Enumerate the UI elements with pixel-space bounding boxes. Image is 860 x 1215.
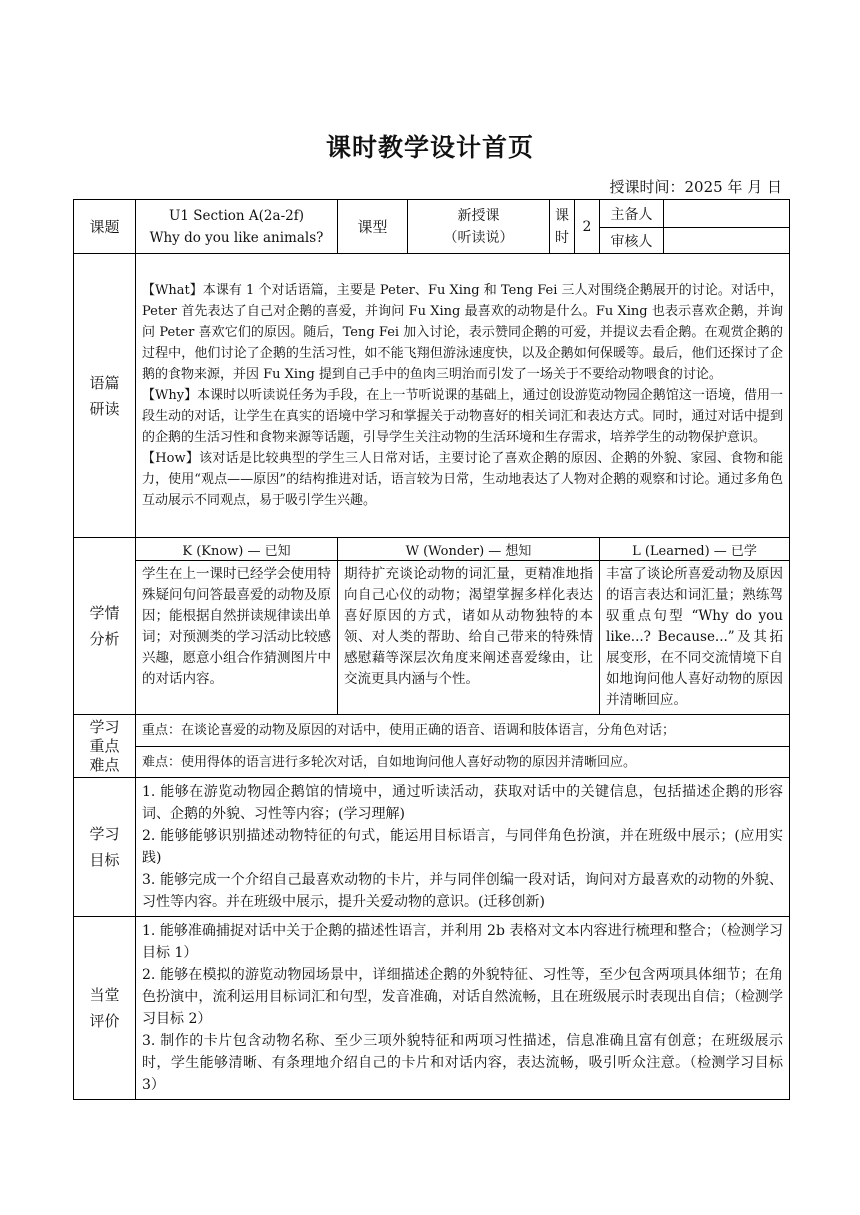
reviewer-value	[664, 228, 790, 254]
objective-item: 2. 能够能够识别描述动物特征的句式，能运用目标语言，与同伴角色扮演，并在班级中展示；(应用实践)	[142, 828, 783, 866]
evaluation-content	[136, 917, 790, 1100]
topic-line-1: U1 Section A(2a-2f)	[169, 207, 304, 224]
type-label: 课型	[338, 200, 408, 254]
topic-line-2: Why do you like animals?	[149, 229, 324, 246]
key-points-label-2: 重点	[89, 736, 120, 755]
w-content: 期待扩充谈论动物的词汇量，更精准地指向自己心仪的动物；渴望掌握多样化表达喜好原因的方式，诸如从动物独特的本领、对人类的帮助、给自己带来的特殊情感慰藉等深层次角度来阐述喜爱缘由，让交流更具内涵与个性。	[338, 561, 600, 715]
hours-label-1: 课	[555, 207, 569, 224]
evaluation-label-2: 评价	[89, 1012, 120, 1030]
w-header: W (Wonder) — 想知	[338, 538, 600, 561]
key-points-label-3: 难点	[89, 755, 120, 774]
text-study-label	[74, 254, 136, 538]
key-points-label	[74, 715, 136, 778]
difficult-point-text: 难点：使用得体的语言进行多轮次对话，自如地询问他人喜好动物的原因并清晰回应。	[136, 747, 790, 778]
evaluation-label-1: 当堂	[89, 986, 120, 1004]
type-line-1: 新授课	[457, 207, 500, 224]
k-content: 学生在上一课时已经学会使用特殊疑问句问答最喜爱的动物及原因；能根据自然拼读规律读出单词；对预测类的学习活动比较感兴趣，愿意小组合作猜测图片中的对话内容。	[136, 561, 338, 715]
hours-label	[550, 200, 575, 254]
learner-analysis-label	[74, 538, 136, 715]
learner-analysis-label-1: 学情	[89, 604, 120, 622]
topic-label: 课题	[74, 200, 136, 254]
objectives-content	[136, 778, 790, 917]
hours-label-2: 时	[555, 229, 569, 246]
text-study-label-2: 研读	[89, 399, 120, 418]
evaluation-item: 2. 能够在模拟的游览动物园场景中，详细描述企鹅的外貌特征、习性等，至少包含两项具体细节；在角色扮演中，流利运用目标词汇和句型，发音准确，对话自然流畅，且在班级展示时表现出自信；（检测学习目标 2）	[142, 967, 783, 1027]
what-paragraph: 【What】本课有 1 个对话语篇，主要是 Peter、Fu Xing 和 Teng Fei 三人对围绕企鹅展开的讨论。对话中，Peter 首先表达了自己对企鹅的喜爱，并询问 Fu Xing 最喜欢的动物是什么。Fu Xing 也表示喜欢企鹅，并询问 Peter 喜欢它们的原因。随后，Teng Fei 加入讨论，表示赞同企鹅的可爱，并提议去看企鹅。在观赏企鹅的过程中，他们讨论了企鹅的生活习性，如不能飞翔但游泳速度快，以及企鹅如何保暖等。最后，他们还探讨了企鹅的食物来源，并因 Fu Xing 提到自己手中的鱼肉三明治而引发了一场关于不要给动物喂食的讨论。	[142, 283, 783, 382]
objective-item: 3. 能够完成一个介绍自己最喜欢动物的卡片，并与同伴创编一段对话，询问对方最喜欢的动物的外貌、习性等内容。并在班级中展示，提升关爱动物的意识。(迁移创新)	[142, 872, 783, 910]
l-header: L (Learned) — 已学	[600, 538, 790, 561]
k-header: K (Know) — 已知	[136, 538, 338, 561]
text-study-content	[136, 254, 790, 538]
lesson-date: 授课时间：2025 年 月 日	[609, 178, 782, 196]
objectives-label	[74, 778, 136, 917]
evaluation-item: 3. 制作的卡片包含动物名称、至少三项外貌特征和两项习性描述，信息准确且富有创意；在班级展示时，学生能够清晰、有条理地介绍自己的卡片和对话内容，表达流畅，吸引听众注意。（检测学习目标 3）	[142, 1033, 783, 1093]
objectives-label-1: 学习	[89, 825, 120, 843]
hours-value: 2	[575, 200, 600, 254]
text-study-label-1: 语篇	[89, 373, 120, 392]
main-preparer-value	[664, 200, 790, 228]
how-paragraph: 【How】该对话是比较典型的学生三人日常对话，主要讨论了喜欢企鹅的原因、企鹅的外貌、家园、食物和能力，使用“观点——原因”的结构推进对话，语言较为日常，生动地表达了人物对企鹅的观察和讨论。通过多角色互动展示不同观点，易于吸引学生兴趣。	[142, 451, 783, 508]
evaluation-item: 1. 能够准确捕捉对话中关于企鹅的描述性语言，并利用 2b 表格对文本内容进行梳理和整合；（检测学习目标 1）	[142, 923, 783, 961]
learner-analysis-label-2: 分析	[89, 630, 120, 648]
evaluation-label	[74, 917, 136, 1100]
key-point-text: 重点：在谈论喜爱的动物及原因的对话中，使用正确的语音、语调和肢体语言，分角色对话；	[136, 715, 790, 747]
type-cell	[408, 200, 550, 254]
type-line-2: （听读说）	[443, 229, 514, 246]
objectives-label-2: 目标	[89, 851, 120, 869]
key-points-label-1: 学习	[89, 717, 120, 736]
l-content: 丰富了谈论所喜爱动物及原因的语言表达和词汇量；熟练驾驭重点句型 “Why do you like...? Because...”及其拓展变形，在不同交流情境下自如地询问他人喜好动物的原因并清晰回应。	[600, 561, 790, 715]
why-paragraph: 【Why】本课时以听读说任务为手段，在上一节听说课的基础上，通过创设游览动物园企鹅馆这一语境，借用一段生动的对话，让学生在真实的语境中学习和掌握关于动物喜好的相关词汇和表达方式。同时，通过对话中提到的企鹅的生活习性和食物来源等话题，引导学生关注动物的生活环境和生存需求，培养学生的动物保护意识。	[142, 388, 783, 445]
main-preparer-label: 主备人	[600, 200, 664, 228]
reviewer-label: 审核人	[600, 228, 664, 254]
lesson-design-table	[73, 199, 790, 1100]
topic-cell	[136, 200, 338, 254]
page-title: 课时教学设计首页	[325, 133, 534, 162]
objective-item: 1. 能够在游览动物园企鹅馆的情境中，通过听读活动，获取对话中的关键信息，包括描述企鹅的形容词、企鹅的外貌、习性等内容；(学习理解)	[142, 784, 783, 822]
